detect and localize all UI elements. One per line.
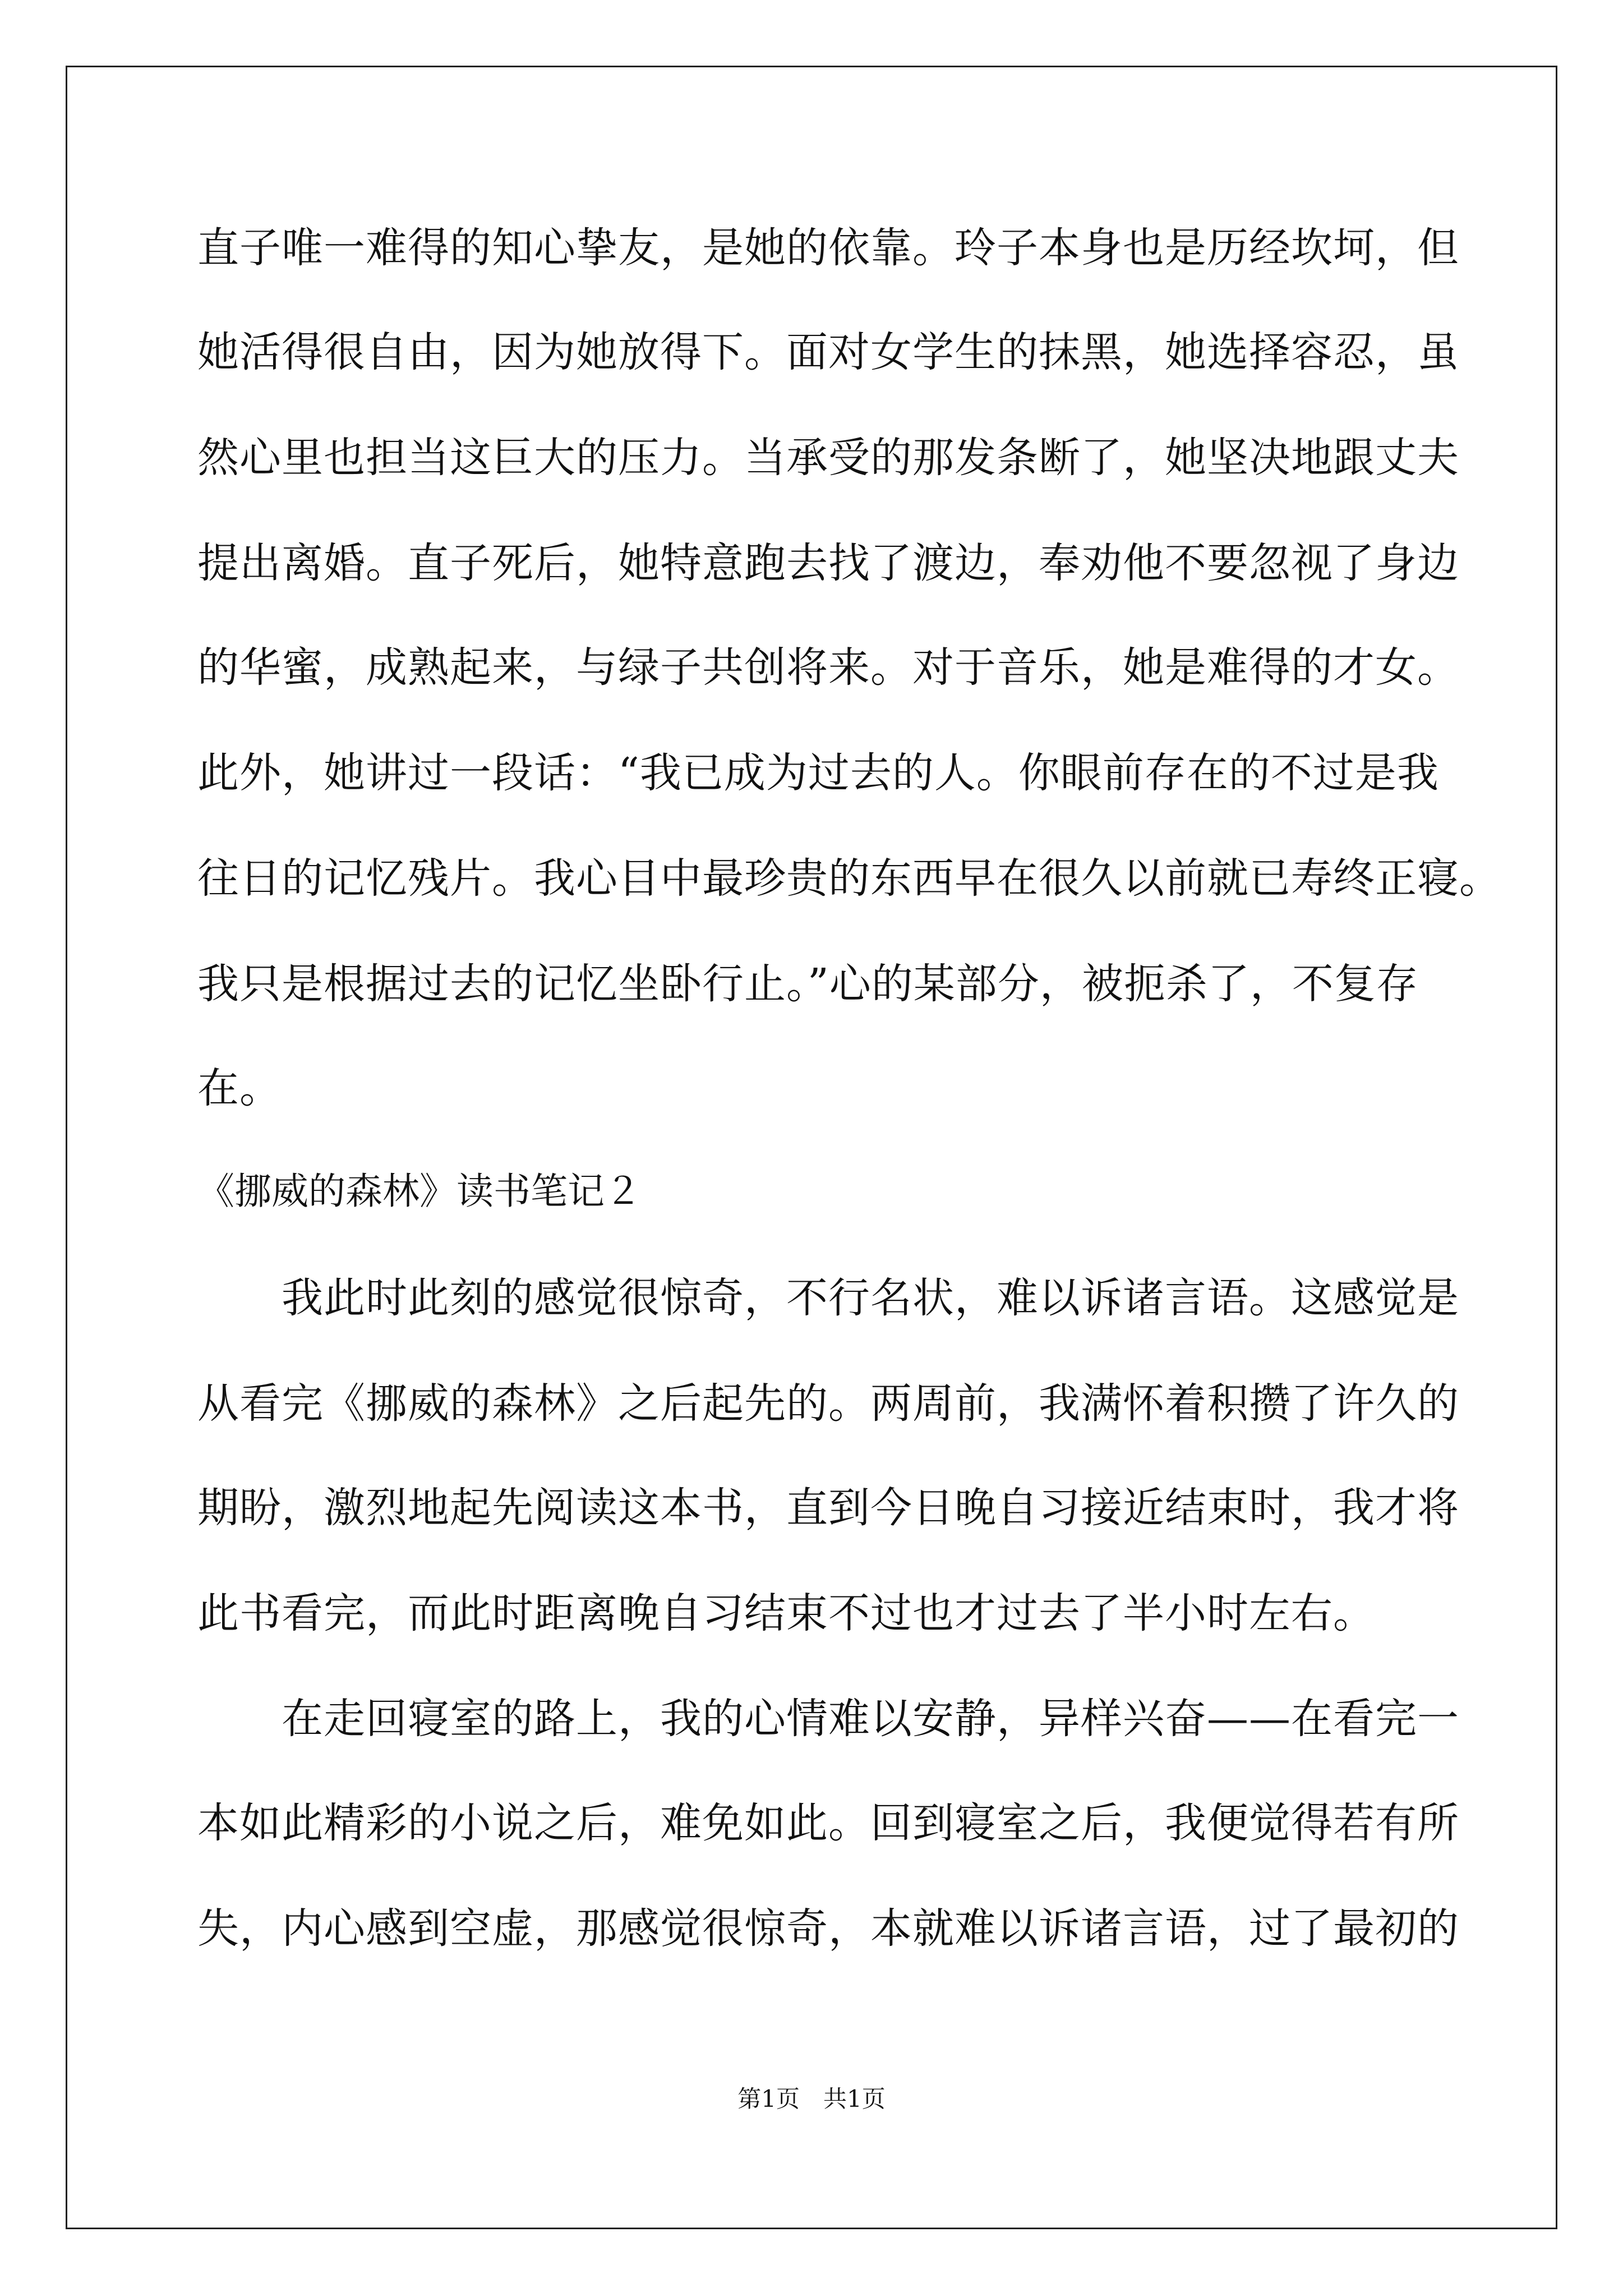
paragraph-line: 直子唯一难得的知心挚友，是她的依靠。玲子本身也是历经坎坷，但 bbox=[197, 224, 1459, 272]
paragraph-line: 在走回寝室的路上，我的心情难以安静，异样兴奋——在看完一 bbox=[282, 1695, 1459, 1743]
paragraph-line: 期盼，激烈地起先阅读这本书，直到今日晚自习接近结束时，我才将 bbox=[197, 1484, 1459, 1532]
section-title: 《挪威的森林》读书笔记２ bbox=[197, 1170, 642, 1213]
paragraph-line: 提出离婚。直子死后，她特意跑去找了渡边，奉劝他不要忽视了身边 bbox=[197, 539, 1459, 587]
page-footer: 第1页 共1页 bbox=[737, 2085, 886, 2113]
paragraph-line: 在。 bbox=[197, 1064, 282, 1112]
paragraph-line: 从看完《挪威的森林》之后起先的。两周前，我满怀着积攒了许久的 bbox=[197, 1379, 1459, 1428]
paragraph-line: 的华蜜，成熟起来，与绿子共创将来。对于音乐，她是难得的才女。 bbox=[197, 643, 1459, 692]
paragraph-line: 她活得很自由，因为她放得下。面对女学生的抹黑，她选择容忍，虽 bbox=[197, 328, 1459, 376]
paragraph-line: 我此时此刻的感觉很惊奇，不行名状，难以诉诸言语。这感觉是 bbox=[282, 1274, 1459, 1322]
paragraph-line: 然心里也担当这巨大的压力。当承受的那发条断了，她坚决地跟丈夫 bbox=[197, 434, 1459, 482]
paragraph-line: 此书看完，而此时距离晚自习结束不过也才过去了半小时左右。 bbox=[197, 1589, 1375, 1637]
paragraph-line: 失，内心感到空虚，那感觉很惊奇，本就难以诉诸言语，过了最初的 bbox=[197, 1904, 1459, 1953]
paragraph-line: 往日的记忆残片。我心目中最珍贵的东西早在很久以前就已寿终正寝。 bbox=[197, 854, 1501, 903]
paragraph-line: 本如此精彩的小说之后，难免如此。回到寝室之后，我便觉得若有所 bbox=[197, 1799, 1459, 1847]
paragraph-line: 我只是根据过去的记忆坐卧行止。”心的某部分，被扼杀了，不复存 bbox=[197, 960, 1418, 1008]
paragraph-line: 此外，她讲过一段话：“我已成为过去的人。你眼前存在的不过是我 bbox=[197, 749, 1439, 797]
